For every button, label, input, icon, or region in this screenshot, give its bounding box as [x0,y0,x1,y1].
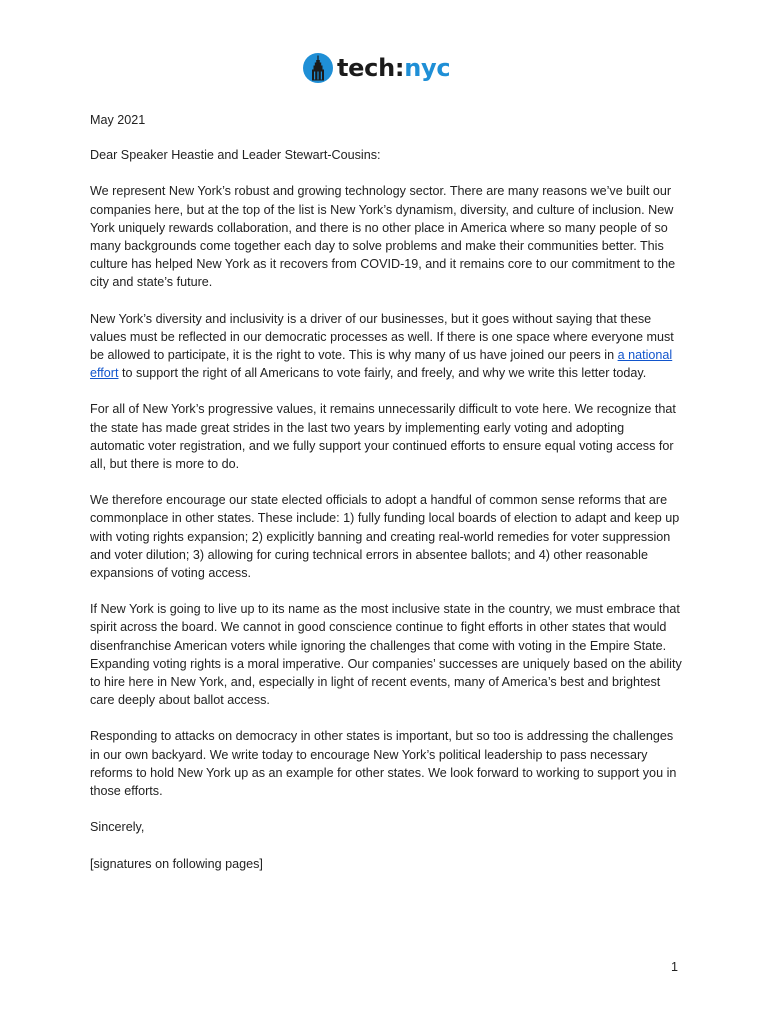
paragraph-2-text-before: New York’s diversity and inclusivity is a driver of our businesses, but it goes without saying that these values must be reflected in our democratic processes as well. If there is one space where everyone must be allowed to participate, it is the right to vote. This is why many of us have joined our peers in [90,311,674,363]
national-effort-link[interactable]: a national effort [90,348,673,381]
paragraph-6: Responding to attacks on democracy in other states is important, but so too is addressing the challenges in our own backyard. We write today to encourage New York’s political leadership to pass necessary reforms to hold New York up as an example for other states. We look forward to working to support you in those efforts. [90,729,677,799]
paragraph-2-text-after: to support the right of all Americans to vote fairly, and freely, and why we write this letter today. [118,366,647,381]
letter-closing: Sincerely, [90,820,145,835]
paragraph-1: We represent New York’s robust and growing technology sector. There are many reasons we’ve built our companies here, but at the top of the list is New York’s dynamism, diversity, and culture of inclusion. New York uniquely rewards collaboration, and there is no other place in America where so many people of so many backgrounds come together each day to solve problems and make their communities better. This culture has helped New York as it recovers from COVID-19, and it remains core to our commitment to the city and state’s future. [90,184,676,290]
logo-word-nyc: nyc [404,54,451,82]
technyc-logo [303,48,450,88]
paragraph-2 [90,310,682,383]
letter-date: May 2021 [90,113,146,127]
page-number: 1 [670,960,678,974]
letter-body [90,111,682,873]
letter-salutation: Dear Speaker Heastie and Leader Stewart-Cousins: [90,148,381,163]
logo-wordmark [337,56,450,80]
logo-colon: : [394,54,405,82]
paragraph-5: If New York is going to live up to its name as the most inclusive state in the country, we must embrace that spirit across the board. We cannot in good conscience continue to fight efforts in other states that would disenfranchise American voters while ignoring the challenges that come with voting in the Empire State. Expanding voting rights is a moral imperative. Our companies’ successes are uniquely based on the ability to hire here in New York, and, especially in light of recent events, many of America’s best and brightest care deeply about ballot access. [90,602,682,708]
logo-word-tech: tech [337,54,395,82]
paragraph-4: We therefore encourage our state elected officials to adopt a handful of common sense reforms that are commonplace in other states. These include: 1) fully funding local boards of election to adapt and keep up with voting rights expansion; 2) explicitly banning and creating real-world remedies for voter suppression and voter dilution; 3) allowing for curing technical errors in absentee ballots; and 4) other reasonable expansions of voting access. [90,493,680,581]
empire-state-building-icon [303,53,333,83]
paragraph-3: For all of New York’s progressive values, it remains unnecessarily difficult to vote here. We recognize that the state has made great strides in the last two years by implementing early voting and adopting automatic voter registration, and we fully support your continued efforts to ensure equal voting access for all, but there is more to do. [90,402,676,472]
signature-note: [signatures on following pages] [90,856,263,871]
